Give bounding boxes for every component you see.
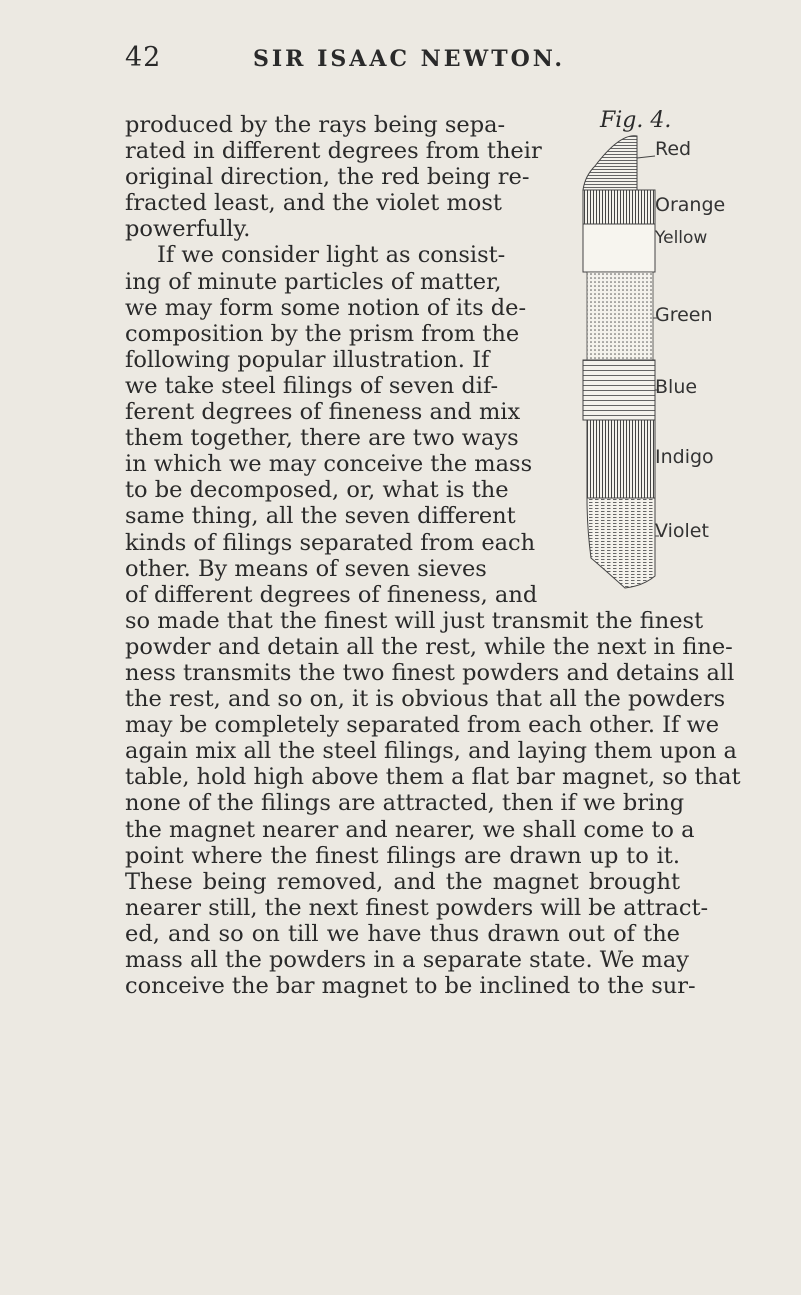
- text-line: These being removed, and the magnet brought: [125, 868, 680, 895]
- band-yellow: [583, 224, 655, 272]
- figure-caption: Fig. 4.: [600, 108, 672, 133]
- label-red: Red: [655, 138, 692, 160]
- text-line: conceive the bar magnet to be inclined to the sur-: [125, 973, 696, 1000]
- text-line: so made that the finest will just transmit the finest: [125, 607, 704, 634]
- text-line: ferent degrees of fineness and mix: [125, 399, 521, 426]
- text-line: produced by the rays being sepa-: [125, 112, 506, 138]
- label-indigo: Indigo: [655, 446, 714, 468]
- text-line: If we consider light as consist-: [157, 242, 506, 269]
- text-line: following popular illustration. If: [125, 346, 490, 373]
- text-line: point where the finest filings are drawn up to it.: [125, 842, 680, 869]
- text-line: table, hold high above them a flat bar magnet, so that: [125, 764, 741, 791]
- text-line: powder and detain all the rest, while the next in fine-: [125, 633, 733, 660]
- label-orange: Orange: [655, 194, 726, 216]
- text-line: we may form some notion of its de-: [125, 294, 527, 321]
- text-line: the rest, and so on, it is obvious that all the powders: [125, 686, 726, 713]
- band-orange: [583, 190, 655, 224]
- band-indigo: [587, 420, 655, 498]
- text-line: to be decomposed, or, what is the: [125, 477, 509, 504]
- label-yellow: Yellow: [655, 228, 708, 248]
- text-line: kinds of filings separated from each: [125, 529, 536, 556]
- band-blue: [583, 360, 655, 420]
- text-line: again mix all the steel filings, and laying them upon a: [125, 738, 737, 765]
- band-green: [587, 272, 653, 360]
- text-line: ness transmits the two finest powders and detains all: [125, 659, 735, 686]
- text-line: ed, and so on till we have thus drawn out of the: [125, 920, 680, 947]
- text-line: of different degrees of fineness, and: [125, 581, 538, 608]
- page-header: [125, 42, 685, 82]
- text-line: mass all the powders in a separate state. We may: [125, 947, 689, 973]
- page-number: 42: [125, 42, 162, 73]
- text-line: other. By means of seven sieves: [125, 555, 487, 582]
- text-line: ing of minute particles of matter,: [125, 268, 502, 295]
- text-line: original direction, the red being re-: [125, 164, 530, 191]
- text-line: fracted least, and the violet most: [125, 190, 502, 217]
- text-line: them together, there are two ways: [125, 425, 519, 452]
- text-line: we take steel filings of seven dif-: [125, 372, 499, 399]
- text-line: powerfully.: [125, 216, 251, 243]
- running-head: SIR ISAAC NEWTON.: [253, 46, 566, 72]
- band-red: [583, 136, 637, 190]
- text-line: same thing, all the seven different: [125, 503, 516, 530]
- label-violet: Violet: [655, 520, 709, 542]
- band-violet: [587, 498, 655, 588]
- text-line: the magnet nearer and nearer, we shall come to a: [125, 816, 695, 843]
- spectrum-figure: [565, 108, 801, 668]
- text-line: nearer still, the next finest powders will be attract-: [125, 894, 709, 921]
- label-blue: Blue: [655, 376, 698, 398]
- text-line: composition by the prism from the: [125, 320, 520, 347]
- label-green: Green: [655, 304, 713, 326]
- text-line: none of the filings are attracted, then if we bring: [125, 790, 685, 817]
- text-line: may be completely separated from each other. If we: [125, 712, 720, 739]
- text-line: in which we may conceive the mass: [125, 451, 533, 478]
- text-line: rated in different degrees from their: [125, 138, 542, 165]
